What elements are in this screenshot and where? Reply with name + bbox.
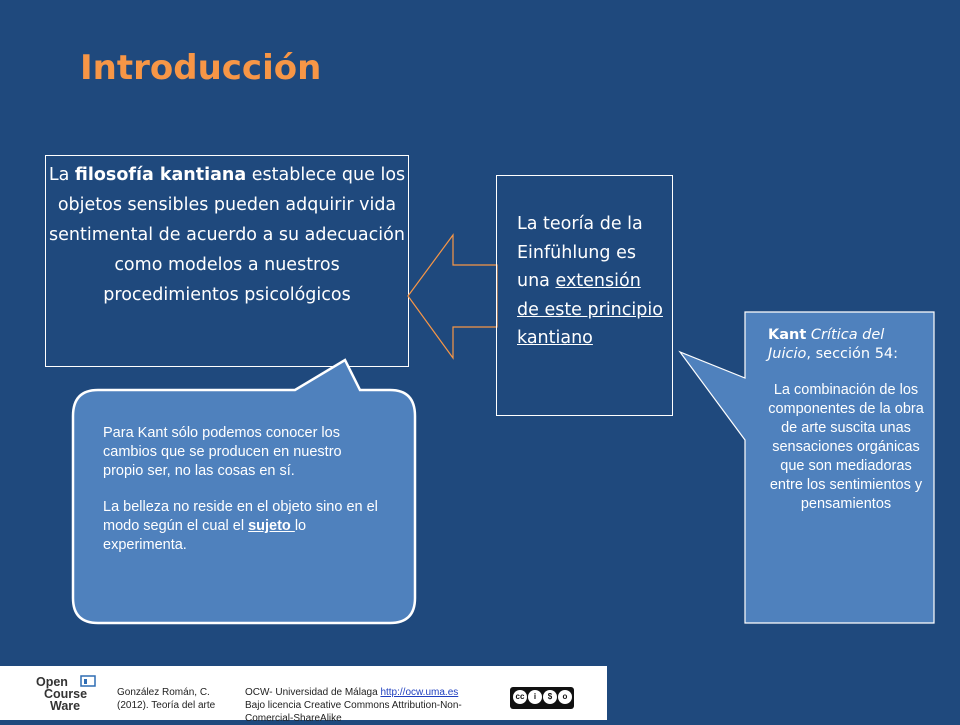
- box1-rest: establece que los objetos sensibles pueden adquirir vida sentimental de acuerdo a su adecuación como modelos a nuestros procedimientos psicológicos: [49, 165, 406, 305]
- callout-left-p1: Para Kant sólo podemos conocer los cambios que se producen en nuestro propio ser, no las cosas en sí.: [103, 425, 342, 479]
- logo-ware: Ware: [50, 699, 81, 713]
- heading-rest: , sección 54:: [806, 346, 899, 362]
- heading-italic: Crítica del Juicio: [768, 327, 885, 362]
- author-citation: [117, 686, 227, 712]
- ocw-label: OCW- Universidad de Málaga: [245, 687, 381, 698]
- ocw-line2: Bajo licencia Creative Commons Attribution-Non-Comercial-ShareAlike: [245, 700, 462, 724]
- page-title: Introducción: [80, 48, 322, 88]
- p2-text-b: lo experimenta.: [103, 518, 307, 553]
- ocw-link[interactable]: http://ocw.uma.es: [380, 687, 459, 698]
- heading-bold: Kant: [768, 327, 807, 343]
- creative-commons-badge-icon[interactable]: [510, 687, 574, 709]
- callout-right-heading: [768, 326, 928, 364]
- sa-icon: o: [558, 690, 572, 704]
- p2-text-a: La belleza no reside en el objeto sino en el modo según el cual el: [103, 499, 378, 534]
- author-line2: (2012). Teoría del arte: [117, 700, 216, 711]
- ocw-license-text: [245, 686, 505, 725]
- by-icon: i: [528, 690, 542, 704]
- logo-mark-icon: [80, 674, 96, 688]
- callout-left-text: [103, 424, 383, 572]
- p2-underlined[interactable]: sujeto: [248, 518, 295, 534]
- box2-link-text[interactable]: extensión de este principio kantiano: [517, 271, 663, 348]
- callout-right-body: La combinación de los componentes de la obra de arte suscita unas sensaciones orgánicas que son mediadoras entre los sentimientos y pensamientos: [768, 382, 924, 512]
- author-line1: González Román, C.: [117, 687, 210, 698]
- cc-icon: cc: [513, 690, 527, 704]
- logo-course: Course: [44, 687, 88, 701]
- footer-bar: [0, 666, 607, 724]
- box1-prefix: La: [48, 165, 75, 185]
- box1-bold: filosofía kantiana: [74, 165, 247, 185]
- logo-open: Open: [36, 675, 68, 689]
- opencourseware-logo[interactable]: [36, 672, 102, 716]
- box2-text: La teoría de la Einfühlung es una: [517, 214, 643, 291]
- ocw-line1: [245, 686, 505, 699]
- callout-left-p2: [103, 498, 383, 555]
- nc-icon: $: [543, 690, 557, 704]
